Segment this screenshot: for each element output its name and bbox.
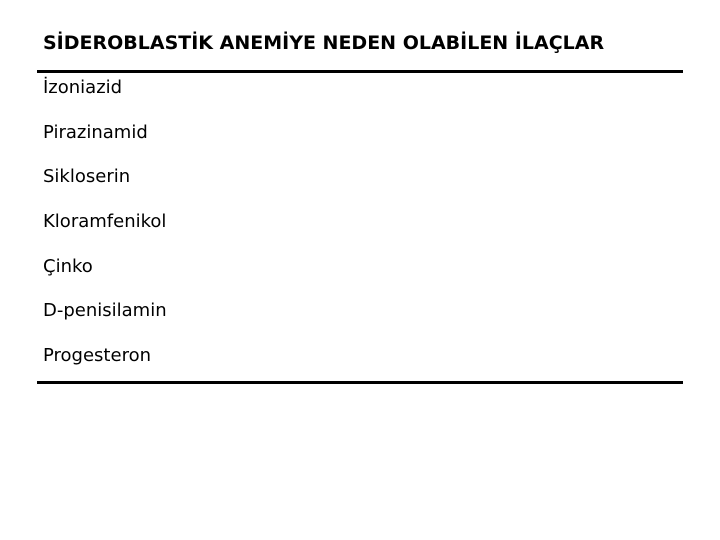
drug-item-pirazinamid: Pirazinamid: [43, 121, 148, 143]
drug-item-d-penisilamin: D-penisilamin: [43, 300, 167, 322]
page-title: SİDEROBLASTİK ANEMİYE NEDEN OLABİLEN İLAÇLAR: [43, 32, 605, 54]
top-divider: [37, 70, 683, 73]
drug-item-cinko: Çinko: [43, 255, 93, 277]
drug-item-kloramfenikol: Kloramfenikol: [43, 211, 167, 233]
drug-item-progesteron: Progesteron: [43, 345, 151, 367]
drug-item-sikloserin: Sikloserin: [43, 166, 131, 188]
bottom-divider: [37, 381, 683, 384]
drug-item-izoniazid: İzoniazid: [43, 77, 123, 98]
drug-list: [43, 75, 167, 388]
